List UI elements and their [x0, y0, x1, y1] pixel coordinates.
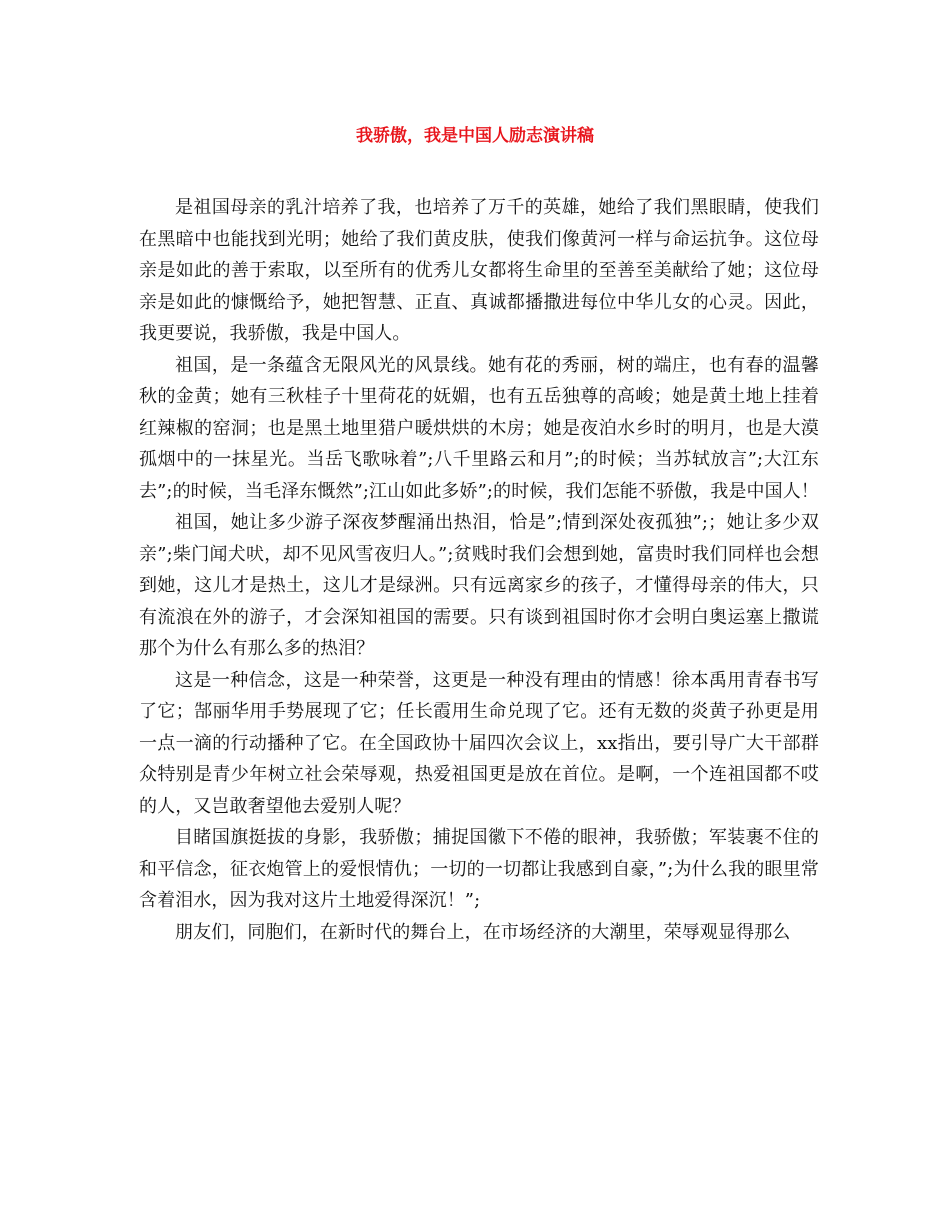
paragraph-5: 目睹国旗挺拔的身影，我骄傲；捕捉国徽下不倦的眼神，我骄傲；军装裹不住的和平信念，征衣炮管上的爱恨情仇；一切的一切都让我感到自豪，”;为什么我的眼里常含着泪水，因为我对这片土地爱得深沉！”;	[139, 827, 819, 911]
paragraph-3: 祖国，她让多少游子深夜梦醒涌出热泪，恰是”;情到深处夜孤独”;；她让多少双亲”;柴门闻犬吠，却不见风雪夜归人。”;贫贱时我们会想到她，富贵时我们同样也会想到她，这儿才是热土，这儿才是绿洲。只有远离家乡的孩子，才懂得母亲的伟大，只有流浪在外的游子，才会深知祖国的需要。只有谈到祖国时你才会明白奥运塞上撒谎那个为什么有那么多的热泪？	[139, 512, 819, 659]
document-title: 我骄傲，我是中国人励志演讲稿	[356, 126, 594, 146]
document-body	[139, 192, 819, 948]
paragraph-2: 祖国，是一条蕴含无限风光的风景线。她有花的秀丽，树的端庄，也有春的温馨秋的金黄；她有三秋桂子十里荷花的妩媚，也有五岳独尊的高峻；她是黄土地上挂着红辣椒的窑洞；也是黑土地里猎户暖烘烘的木房；她是夜泊水乡时的明月，也是大漠孤烟中的一抹星光。当岳飞歌咏着”;八千里路云和月”;的时候；当苏轼放言”;大江东去”;的时候，当毛泽东慨然”;江山如此多娇”;的时候，我们怎能不骄傲，我是中国人！	[139, 354, 819, 502]
paragraph-6: 朋友们，同胞们，在新时代的舞台上，在市场经济的大潮里，荣辱观显得那么	[175, 921, 791, 943]
paragraph-4: 这是一种信念，这是一种荣誉，这更是一种没有理由的情感！徐本禹用青春书写了它；郜丽华用手势展现了它；任长霞用生命兑现了它。还有无数的炎黄子孙更是用一点一滴的行动播种了它。在全国政协十届四次会议上，xx指出，要引导广大干部群众特别是青少年树立社会荣辱观，热爱祖国更是放在首位。是啊，一个连祖国都不哎的人，又岂敢奢望他去爱别人呢？	[139, 669, 819, 817]
paragraph-1: 是祖国母亲的乳汁培养了我，也培养了万千的英雄，她给了我们黑眼睛，使我们在黑暗中也能找到光明；她给了我们黄皮肤，使我们像黄河一样与命运抗争。这位母亲是如此的善于索取，以至所有的优秀儿女都将生命里的至善至美献给了她；这位母亲是如此的慷慨给予，她把智慧、正直、真诚都播撒进每位中华儿女的心灵。因此，我更要说，我骄傲，我是中国人。	[139, 197, 819, 344]
